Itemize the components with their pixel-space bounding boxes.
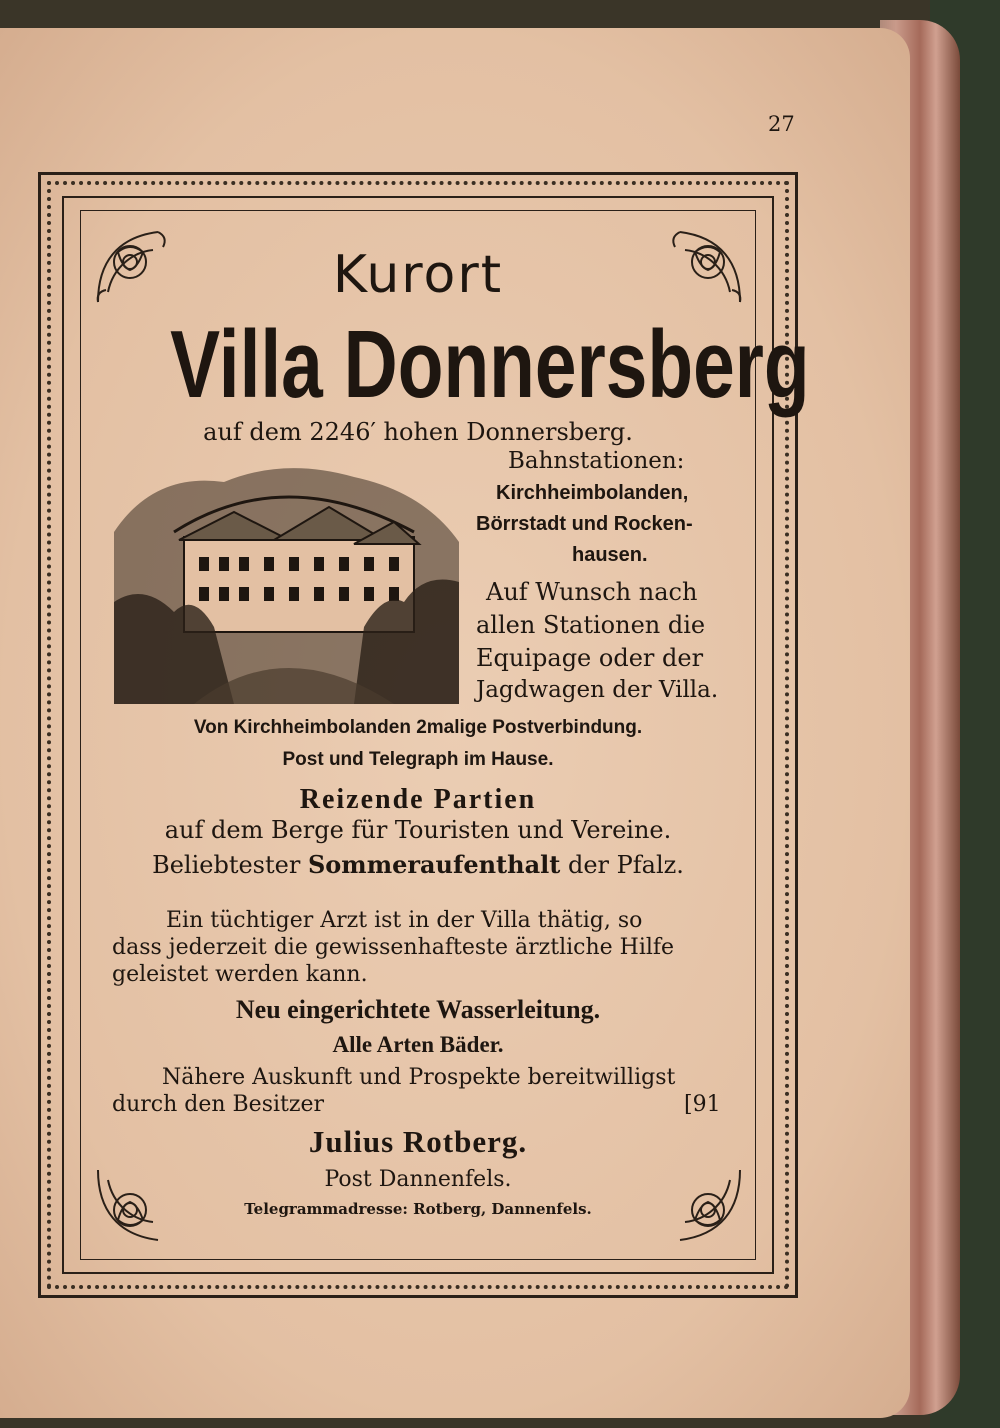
arzt-line-2: dass jederzeit die gewissenhafteste ärztliche Hilfe [112,935,675,960]
auskunft-line-2: durch den Besitzer [112,1092,324,1117]
equipage-line-3: Equipage oder der [476,644,704,672]
villa-engraving-image [114,452,459,704]
telegram-address: Telegrammadresse: Rotberg, Dannenfels. [244,1200,592,1218]
reference-number: [91 [684,1092,721,1117]
owner-name: Julius Rotberg. [308,1124,528,1159]
post-address: Post Dannenfels. [324,1167,512,1192]
equipage-line-1: Auf Wunsch nach [486,578,698,606]
touristen-line: auf dem Berge für Touristen und Vereine. [164,816,672,844]
sommer-suffix: der Pfalz. [567,851,684,879]
equipage-line-4: Jagdwagen der Villa. [476,677,719,703]
location-line: auf dem 2246′ hohen Donnersberg. [203,418,633,446]
heading-villa-name [80,310,810,420]
stations-line-2: Börrstadt und Rocken- [476,513,693,535]
villa-name-text: Villa Donnersberg [170,311,810,418]
equipage-line-2: allen Stationen die [476,611,706,639]
wasserleitung-heading: Neu eingerichtete Wasserleitung. [235,995,601,1024]
stations-line-3: hausen. [572,544,648,566]
auskunft-line-1: Nähere Auskunft und Prospekte bereitwilligst [162,1065,676,1090]
heading-kurort: Kurort [332,245,504,305]
sommer-line [80,850,756,879]
stations-title: Bahnstationen: [508,448,685,474]
post-line-2: Post und Telegraph im Hause. [282,749,554,770]
sommer-prefix: Beliebtester [152,851,301,879]
stations-line-1: Kirchheimbolanden, [496,482,689,504]
reizende-partien-heading: Reizende Partien [299,784,537,815]
arzt-line-1: Ein tüchtiger Arzt ist in der Villa thätig, so [166,908,643,933]
sommer-bold: Sommeraufenthalt [307,850,561,879]
arzt-line-3: geleistet werden kann. [112,962,368,987]
baeder-heading: Alle Arten Bäder. [332,1032,504,1057]
page-number: 27 [768,112,795,136]
post-line-1: Von Kirchheimbolanden 2malige Postverbindung. [193,717,643,738]
